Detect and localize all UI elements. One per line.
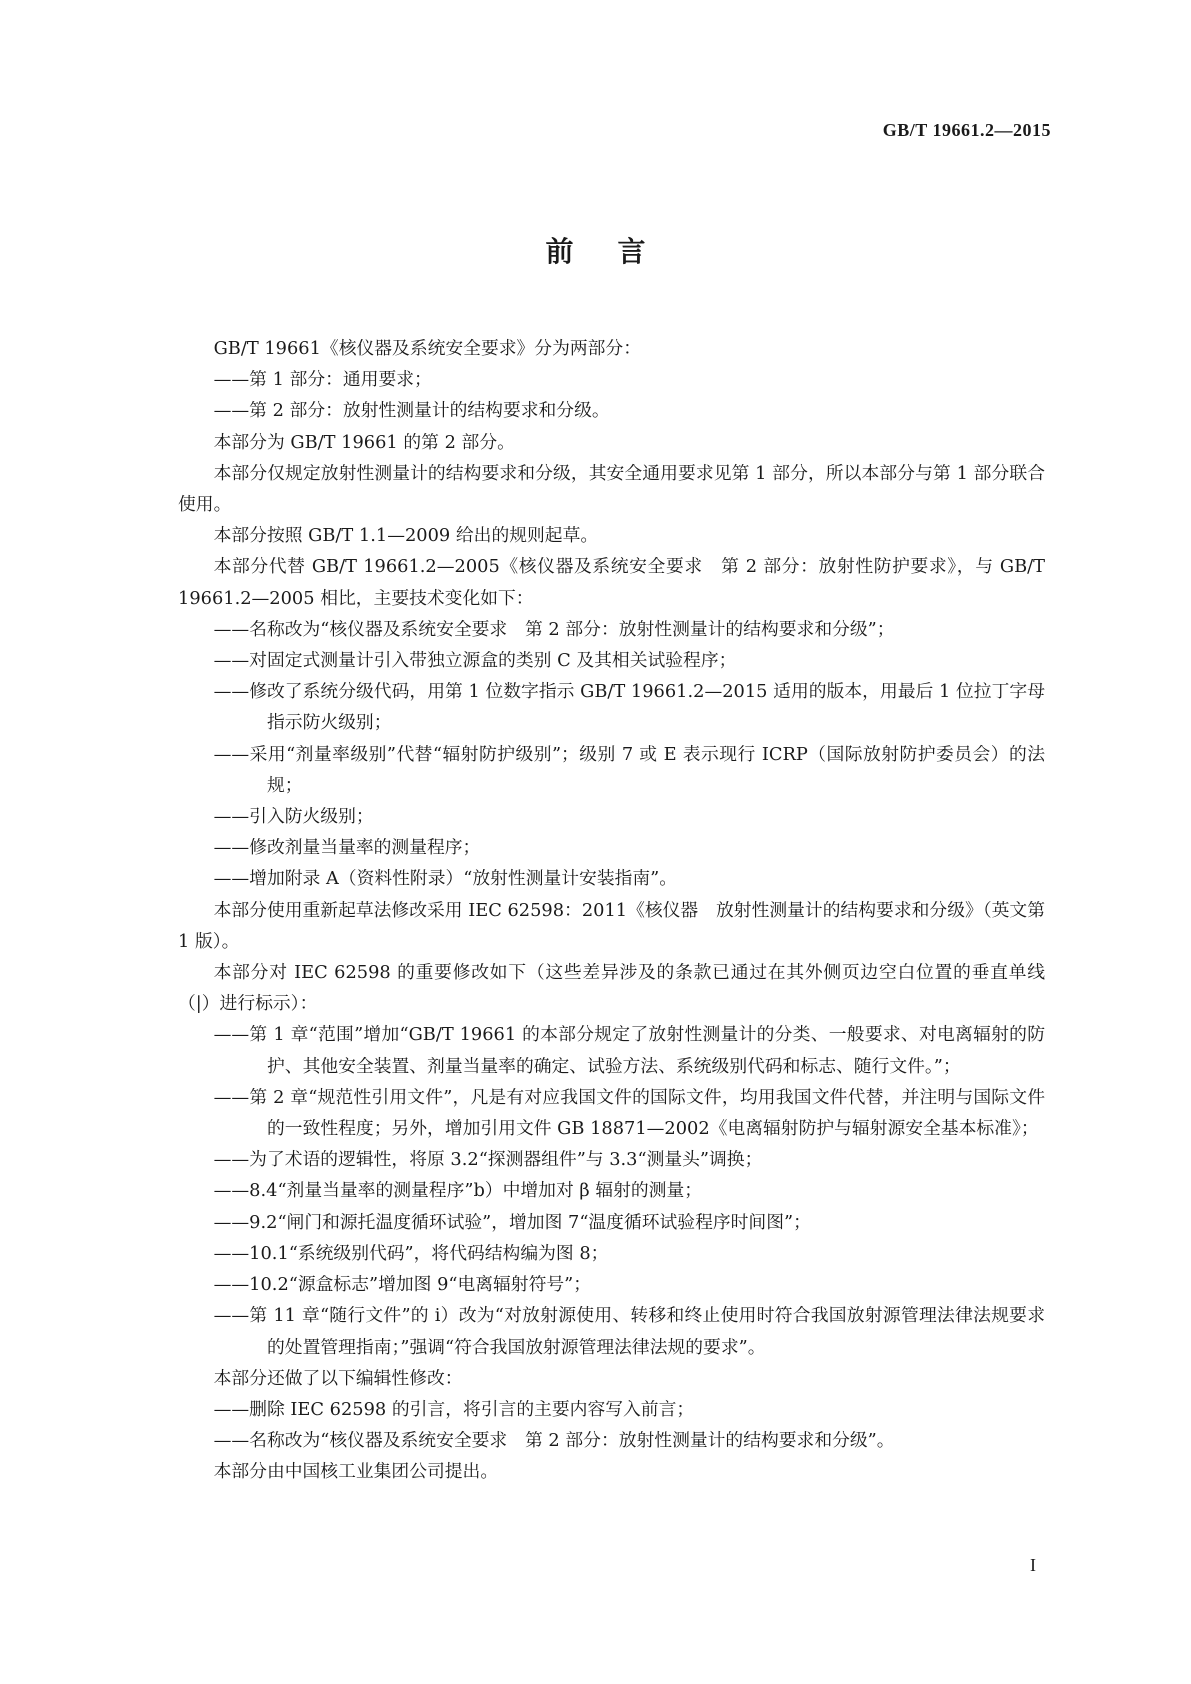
list-item: ——第 1 部分：通用要求； xyxy=(213,369,432,391)
paragraph: 本部分仅规定放射性测量计的结构要求和分级，其安全通用要求见第 1 部分，所以本部分与第 1 部分联合使用。 xyxy=(178,462,1045,516)
list-item: ——9.2“闸门和源托温度循环试验”，增加图 7“温度循环试验程序时间图”； xyxy=(213,1211,811,1233)
list-item: ——采用“剂量率级别”代替“辐射防护级别”；级别 7 或 E 表示现行 ICRP（国际放射防护委员会）的法规； xyxy=(213,743,1045,796)
page-number: I xyxy=(1030,1555,1036,1575)
list-item: ——10.1“系统级别代码”，将代码结构编为图 8； xyxy=(213,1242,609,1264)
list-item: ——名称改为“核仪器及系统安全要求 第 2 部分：放射性测量计的结构要求和分级”； xyxy=(213,618,895,640)
standard-number: GB/T 19661.2—2015 xyxy=(882,120,1051,140)
foreword-body xyxy=(178,333,1045,1488)
paragraph: 本部分由中国核工业集团公司提出。 xyxy=(213,1461,499,1483)
list-item: ——第 2 章“规范性引用文件”，凡是有对应我国文件的国际文件，均用我国文件代替，并注明与国际文件的一致性程度；另外，增加引用文件 GB 18871—2002《电离辐射防护与辐射源安全基本标准》； xyxy=(213,1086,1045,1140)
paragraph: 本部分为 GB/T 19661 的第 2 部分。 xyxy=(213,431,515,453)
list-item: ——第 1 章“范围”增加“GB/T 19661 的本部分规定了放射性测量计的分类、一般要求、对电离辐射的防护、其他安全装置、剂量当量率的确定、试验方法、系统级别代码和标志、随行文件。”； xyxy=(213,1024,1045,1077)
paragraph: 本部分使用重新起草法修改采用 IEC 62598：2011《核仪器 放射性测量计的结构要求和分级》（英文第 1 版）。 xyxy=(178,899,1045,952)
list-item: ——8.4“剂量当量率的测量程序”b）中增加对 β 辐射的测量； xyxy=(213,1180,703,1202)
list-item: ——删除 IEC 62598 的引言，将引言的主要内容写入前言； xyxy=(213,1398,695,1420)
page-title: 前言 xyxy=(545,235,690,268)
list-item: ——引入防火级别； xyxy=(213,806,374,828)
list-item: ——增加附录 A（资料性附录）“放射性测量计安装指南”。 xyxy=(213,868,678,890)
list-item: ——修改剂量当量率的测量程序； xyxy=(213,837,481,859)
paragraph: 本部分还做了以下编辑性修改： xyxy=(213,1367,463,1389)
list-item: ——名称改为“核仪器及系统安全要求 第 2 部分：放射性测量计的结构要求和分级”。 xyxy=(213,1430,895,1452)
list-item: ——10.2“源盒标志”增加图 9“电离辐射符号”； xyxy=(213,1274,592,1296)
paragraph: 本部分代替 GB/T 19661.2—2005《核仪器及系统安全要求 第 2 部分：放射性防护要求》，与 GB/T 19661.2—2005 相比，主要技术变化如下： xyxy=(178,556,1045,609)
list-item: ——第 11 章“随行文件”的 i）改为“对放射源使用、转移和终止使用时符合我国放射源管理法律法规要求的处置管理指南；”强调“符合我国放射源管理法律法规的要求”。 xyxy=(213,1305,1045,1358)
paragraph: 本部分按照 GB/T 1.1—2009 给出的规则起草。 xyxy=(213,525,599,547)
paragraph: GB/T 19661《核仪器及系统安全要求》分为两部分： xyxy=(213,338,641,359)
list-item: ——第 2 部分：放射性测量计的结构要求和分级。 xyxy=(213,400,610,422)
list-item: ——为了术语的逻辑性，将原 3.2“探测器组件”与 3.3“测量头”调换； xyxy=(213,1149,763,1171)
paragraph: 本部分对 IEC 62598 的重要修改如下（这些差异涉及的条款已通过在其外侧页边空白位置的垂直单线（|）进行标示）： xyxy=(178,962,1045,1015)
list-item: ——对固定式测量计引入带独立源盒的类别 C 及其相关试验程序； xyxy=(213,650,737,672)
list-item: ——修改了系统分级代码，用第 1 位数字指示 GB/T 19661.2—2015 适用的版本，用最后 1 位拉丁字母指示防火级别； xyxy=(213,681,1045,734)
